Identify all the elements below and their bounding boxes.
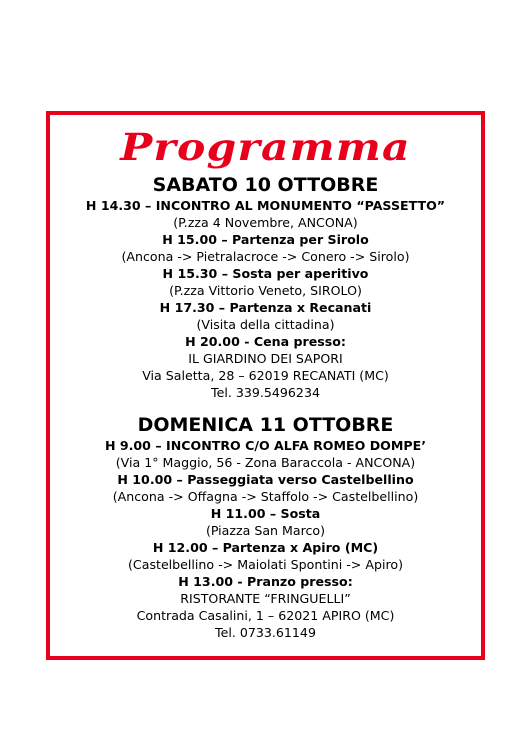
saturday-line: H 17.30 – Partenza x Recanati [159,300,372,315]
saturday-line: (Visita della cittadina) [196,317,335,332]
saturday-line: Tel. 339.5496234 [211,385,320,400]
sunday-line: (Ancona -> Offagna -> Staffolo -> Castelbellino) [112,489,419,504]
saturday-line: H 15.30 – Sosta per aperitivo [162,266,369,281]
saturday-heading: SABATO 10 OTTOBRE [152,174,379,196]
saturday-line: H 20.00 - Cena presso: [185,334,346,349]
sunday-line: RISTORANTE “FRINGUELLI” [180,591,351,606]
sunday-line: H 9.00 – INCONTRO C/O ALFA ROMEO DOMPE’ [104,438,427,453]
sunday-line: (Piazza San Marco) [205,523,326,538]
sunday-line: Tel. 0733.61149 [215,625,316,640]
sunday-line: (Via 1° Maggio, 56 - Zona Baraccola - ANCONA) [115,455,416,470]
sunday-heading: DOMENICA 11 OTTOBRE [137,414,394,436]
saturday-line: IL GIARDINO DEI SAPORI [188,351,343,366]
sunday-line: H 12.00 – Partenza x Apiro (MC) [152,540,379,555]
sunday-line: H 13.00 - Pranzo presso: [178,574,353,589]
program-title: Programma [120,125,411,169]
saturday-section [50,173,481,401]
sunday-line: H 11.00 – Sosta [210,506,321,521]
saturday-lines [50,197,481,401]
saturday-line: (P.zza Vittorio Veneto, SIROLO) [169,283,362,298]
saturday-line: (P.zza 4 Novembre, ANCONA) [173,215,358,230]
sunday-lines [50,437,481,641]
sunday-line: H 10.00 – Passeggiata verso Castelbellino [117,472,414,487]
sunday-line: (Castelbellino -> Maiolati Spontini -> Apiro) [128,557,403,572]
sunday-section [50,413,481,641]
saturday-line: Via Saletta, 28 – 62019 RECANATI (MC) [142,368,389,383]
saturday-line: H 14.30 – INCONTRO AL MONUMENTO “PASSETTO” [85,198,446,213]
saturday-line: H 15.00 – Partenza per Sirolo [162,232,369,247]
program-frame [46,111,485,660]
sunday-line: Contrada Casalini, 1 – 62021 APIRO (MC) [136,608,395,623]
saturday-line: (Ancona -> Pietralacroce -> Conero -> Sirolo) [121,249,410,264]
